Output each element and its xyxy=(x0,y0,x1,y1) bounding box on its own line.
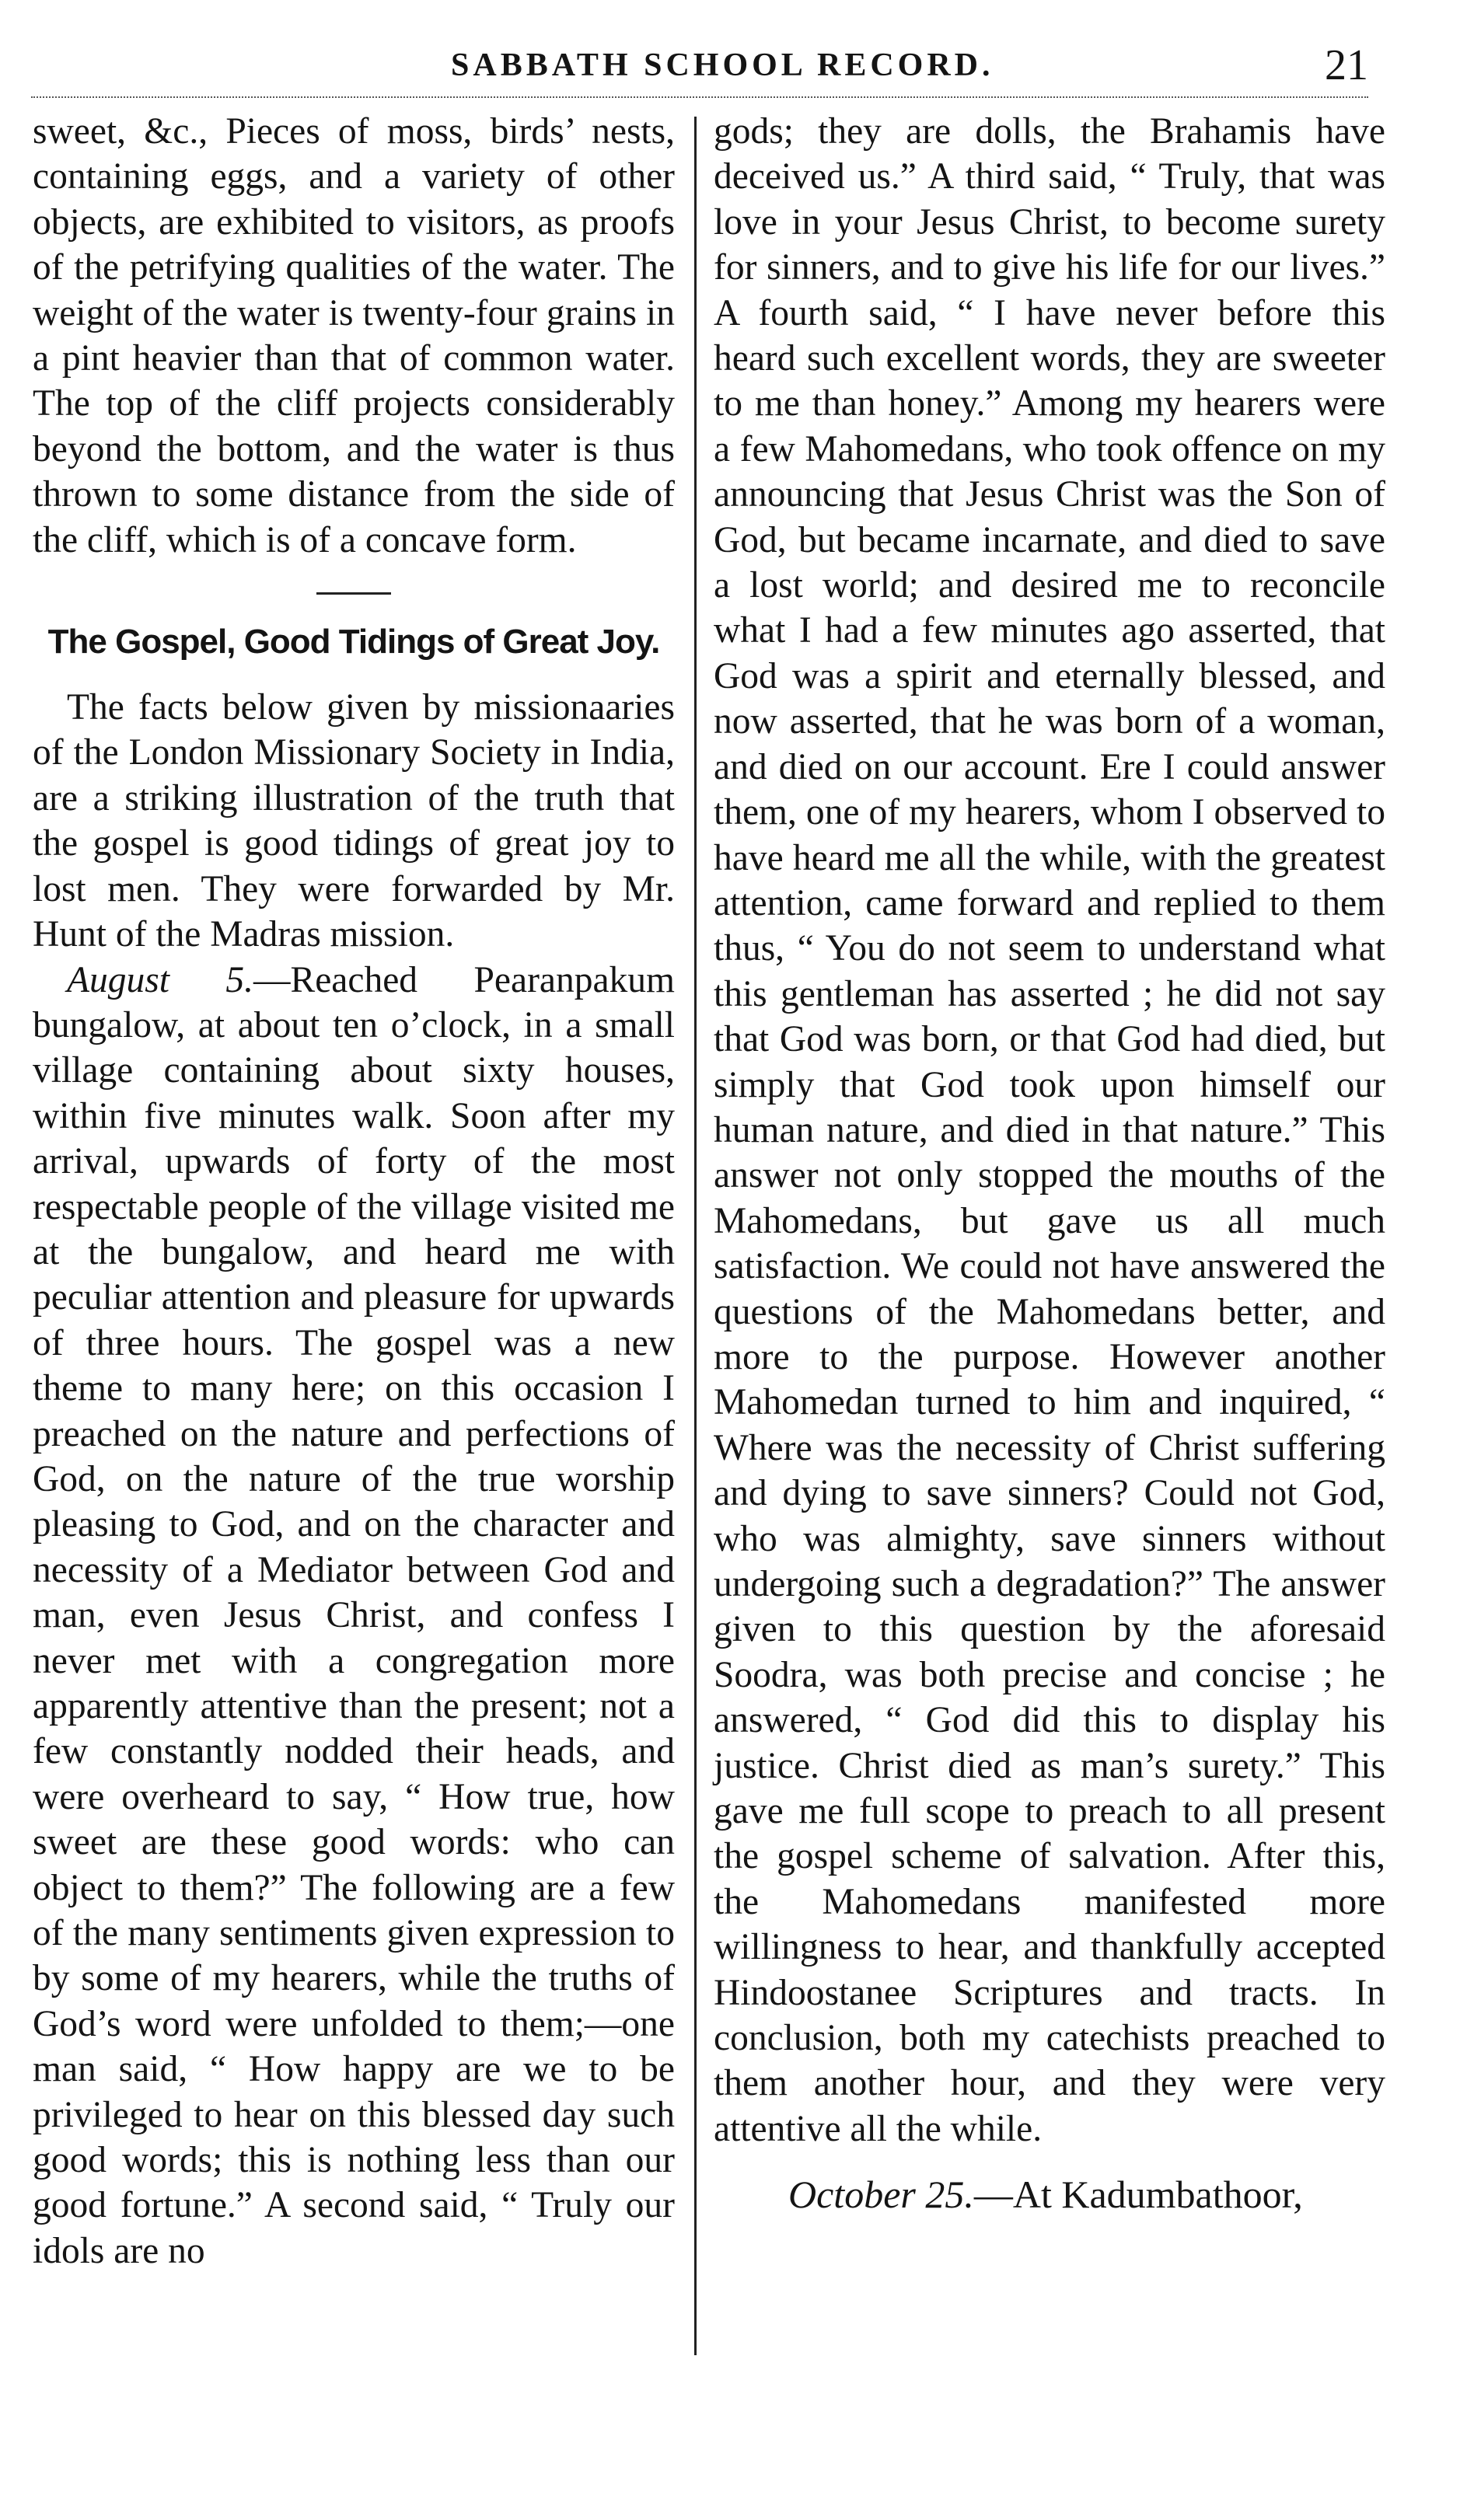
next-entry-date: October 25. xyxy=(788,2173,974,2217)
intro-paragraph: The facts below given by missionaaries of the London Missionary Society in India, are a striking illustration of the truth that the gospel is good tidings of great joy to lost men. They were forwarded by Mr. Hunt of the Madras mission. xyxy=(33,687,675,955)
article-title: The Gospel, Good Tidings of Great Joy. xyxy=(47,623,660,661)
column-divider xyxy=(694,117,697,2355)
next-entry-text: —At Kadumbathoor, xyxy=(973,2173,1303,2217)
page-header xyxy=(31,40,1368,95)
diary-entry-october xyxy=(714,2172,1385,2217)
running-head: SABBATH SCHOOL RECORD. xyxy=(451,47,994,83)
page-number: 21 xyxy=(1325,41,1368,89)
continued-text: gods; they are dolls, the Brahamis have deceived us.” A third said, “ Truly, that was love in your Jesus Christ, to become surety for sinners, and to give his life for our lives.” A fourth said, “ I have never before this heard such excellent words, they are sweeter to me than honey.” Among my hearers were a few Mahomedans, who took offence on my announcing that Jesus Christ was the Son of God, but became incarnate, and died to save a lost world; and desired me to reconcile what I had a few minutes ago asserted, that God was a spirit and eternally blessed, and now asserted, that he was born of a woman, and died on our account. Ere I could answer them, one of my hearers, whom I observed to have heard me all the while, with the greatest attention, came forward and replied to them thus, “ You do not seem to understand what this gentleman has asserted ; he did not say that God was born, or that God had died, but simply that God took upon himself our human nature, and died in that nature.” This answer not only stopped the mouths of the Mahomedans, but gave us all much satisfaction. We could not have answered the questions of the Mahomedans better, and more to the purpose. However another Mahomedan turned to him and inquired, “ Where was the necessity of Christ suffering and dying to save sinners? Could not God, who was almighty, save sinners without undergoing such a degradation?” The answer given to this question by the aforesaid Soodra, was both precise and concise ; he answered, “ God did this to display his justice. Christ died as man’s surety.” This gave me full scope to preach to all present the gospel scheme of salvation. After this, the Mahomedans manifested more willingness to hear, and thankfully accepted Hindoostanee Scriptures and tracts. In conclusion, both my catechists preached to them another hour, and they were very attentive all the while. xyxy=(714,111,1385,2149)
left-column xyxy=(33,109,675,2274)
entry-date: August 5. xyxy=(67,959,254,1000)
continued-paragraph: sweet, &c., Pieces of moss, birds’ nests, containing eggs, and a variety of other objects, are exhibited to visitors, as proofs of the petrifying qualities of the water. The weight of the water is twenty-four grains in a pint heavier than that of common water. The top of the cliff projects considerably beyond the bottom, and the water is thus thrown to some distance from the side of the cliff, which is of a concave form. xyxy=(33,111,675,560)
header-rule xyxy=(31,96,1368,98)
section-divider xyxy=(316,592,391,595)
entry-text: —Reached Pearanpakum bungalow, at about ten o’clock, in a small village containing about sixty houses, within five minutes walk. Soon after my arrival, upwards of forty of the most respectable people of the village visited me at the bungalow, and heard me with peculiar attention and pleasure for upwards of three hours. The gospel was a new theme to many here; on this occasion I preached on the nature and perfections of God, on the nature of the true worship pleasing to God, and on the character and necessity of a Mediator between God and man, even Jesus Christ, and confess I never met with a congregation more apparently attentive than the present; not a few constantly nodded their heads, and were overheard to say, “ How true, how sweet are these good words: who can object to them?” The following are a few of the many sentiments given expression to by some of my hearers, while the truths of God’s word were unfolded to them;—one man said, “ How happy are we to be privileged to hear on this blessed day such good words; this is nothing less than our good fortune.” A second said, “ Truly our idols are no xyxy=(33,959,676,2271)
right-column xyxy=(714,109,1385,2218)
diary-entry-august xyxy=(33,958,675,2274)
